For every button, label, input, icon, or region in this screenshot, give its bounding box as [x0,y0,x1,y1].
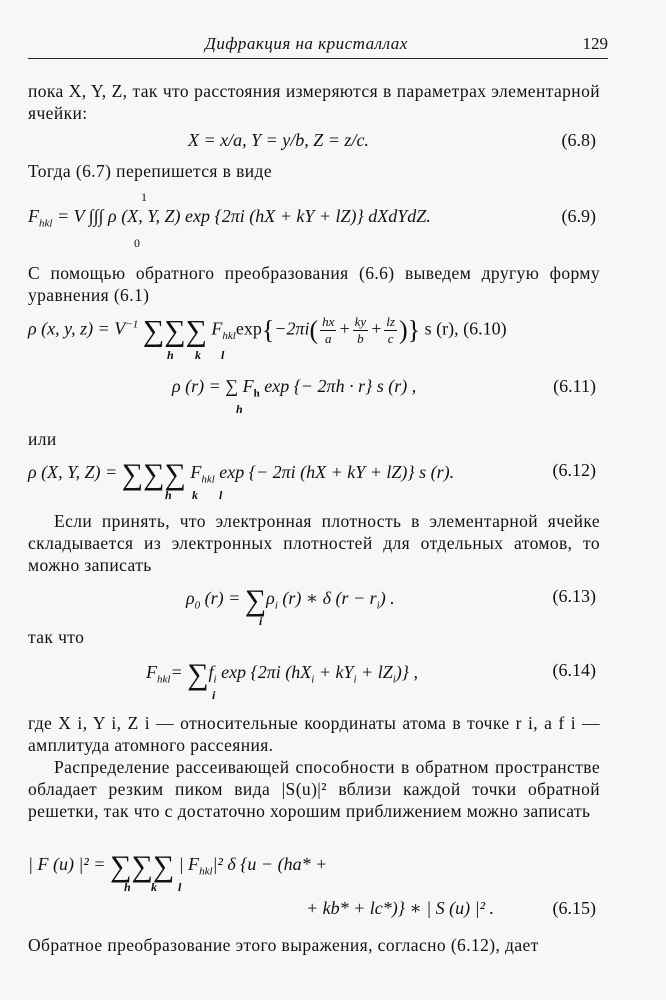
equation-number: (6.15) [552,898,596,918]
i-subscript: i [353,673,357,686]
paragraph-8: Распределение рассеивающей способности в обратном пространстве обладает резким пиком вида |S(u)|² вблизи каждой точки обратной решетки, так что с достаточно хорошим приближением можно записать [28,757,600,821]
structure-factor: F [28,206,39,226]
paragraph-7: где X i, Y i, Z i — относительные координаты атома в точке r i, а f i — амплитуда атомного рассеяния. [28,713,600,755]
equation-6-12-body [28,460,454,490]
i-subscript: i [376,599,380,612]
sum-index-k: k [195,348,201,362]
page-number: 129 [582,34,608,53]
running-title: Дифракция на кристаллах [205,34,408,53]
structure-factor: F [190,462,202,482]
density-sum: ρ (r) = ∑ F [172,376,254,396]
equation-6-10-body: ρ (x, y, $z) = V^{-1}$ ∑∑∑ $F_{hkl}\exp\{-2\pi i$( $\frac{hx}{a}$ + $\frac{ky}{b}$ + $\frac{lz}{c}$ )} s (r), (6.10) [28,314,507,348]
sum-symbol-k: ∑ [131,850,153,883]
sum-symbol-l: ∑ [164,458,186,491]
paren-open: ( [309,315,319,345]
intensity-lhs: | F (u) |² = [28,854,106,874]
sum-index-l: l [178,880,182,894]
integral-upper-limit: 1 [141,190,147,204]
equation-number: (6.9) [561,206,596,226]
structure-factor: F [146,662,157,682]
paragraph-2: Тогда (6.7) перепишется в виде [28,161,272,181]
exp-end: )} , [395,662,418,682]
hkl-subscript: hkl [157,673,171,686]
structure-factor: F [211,318,223,339]
sum-symbol-h: ∑ [121,458,144,491]
equation-number: (6.11) [553,376,596,396]
i-subscript: i [213,673,217,686]
paragraph-1: пока X, Y, Z, так что расстояния измеряются в параметрах элементарной ячейки: [28,81,600,123]
equation-number: (6.8) [561,130,596,150]
expression-end: ) . [379,588,395,608]
delta-expression: |² δ {u − (ha* + [212,854,328,874]
exp-part-z: + lZ [361,662,393,682]
sum-index-i: i [259,614,263,628]
integral-expression: = V ∫∫∫ ρ (X, Y, Z) exp {2πi (hX + kY + lZ)} dXdYdZ. [56,206,431,226]
equation-number: (6.14) [552,660,596,680]
sum-symbol-i: ∑ [244,584,267,617]
sum-symbol-l: ∑ [152,850,175,883]
brace-close: } [407,315,421,345]
exp-function: exp [235,318,262,339]
running-header [28,28,608,59]
equation-6-13-body [186,586,395,616]
equation-6-11-body [172,376,416,400]
exp-expression: exp {− 2πh · r} s (r) , [264,376,417,396]
convolution-expression: (r) ∗ δ (r − r [282,588,377,608]
brace-open: { [261,315,275,345]
equation-6-15-body-1 [28,852,327,882]
exp-expression: exp {− 2πi (hX + kY + lZ)} s (r). [219,462,455,482]
integral-lower-limit: 0 [134,236,140,250]
paragraph-3: С помощью обратного преобразования (6.6) выведем другую форму уравнения (6.1) [28,263,600,305]
sum-symbol-k: ∑ [164,314,186,348]
equation-6-9 [28,190,600,252]
rho-zero: ρ [186,588,195,608]
equation-number: (6.13) [552,586,596,606]
equation-6-11 [28,368,600,418]
inverse-exponent: −1 [125,318,139,331]
equation-6-13 [28,580,600,630]
zero-subscript: 0 [194,599,201,612]
sum-index-l: l [219,488,223,502]
equals-sign: = [170,662,183,682]
sum-symbol-l: ∑ [185,314,207,348]
density-lhs: ρ (x, y, z) = V [28,318,126,339]
atomic-factor: f [208,662,214,682]
rho-argument: (r) = [204,588,241,608]
sum-index-i: i [212,688,216,702]
paragraph-9: Обратное преобразование этого выражения, согласно (6.12), дает [28,935,539,955]
fraction-ky-b: $\frac{ky}{b}$ [354,314,367,346]
sum-symbol-h: ∑ [109,850,132,883]
equation-6-15-line-2 [28,894,600,934]
paren-close: ) [398,315,408,345]
equation-6-14-body [146,660,418,690]
sum-index-h: h [236,402,243,416]
sum-index-h: h [165,488,172,502]
h-subscript: h [253,387,260,400]
exp-part-x: exp {2πi (hX [221,662,312,682]
equation-6-15-body-2: + kb* + lc*)} ∗ | S (u) |² . [306,898,494,918]
sum-symbol-h: ∑ [142,314,165,348]
i-subscript: i [311,673,315,686]
rho-i: ρ [266,588,275,608]
structure-factor-modulus: | F [178,854,200,874]
hkl-subscript: hkl [201,473,215,486]
equation-6-9-body [28,206,431,230]
hkl-subscript: hkl [39,217,53,230]
sum-index-k: k [151,880,157,894]
equation-6-8-body: X = x/a, Y = y/b, Z = z/c. [188,130,369,150]
i-subscript: i [392,673,396,686]
sum-symbol-k: ∑ [143,458,165,491]
exp-part-y: + kY [318,662,354,682]
equation-6-14 [28,654,600,704]
sum-index-l: l [221,348,225,362]
equation-6-12 [28,454,600,504]
sum-symbol-i: ∑ [187,658,209,691]
sum-index-h: h [167,348,174,362]
shape-function-and-number: s (r), (6.10) [424,318,507,339]
i-subscript: i [274,599,278,612]
hkl-subscript: hkl [199,865,213,878]
fraction-lz-c: $\frac{lz}{c}$ [386,314,395,346]
sum-index-k: k [192,488,198,502]
fraction-hx-a: $\frac{hx}{a}$ [322,314,335,346]
paragraph-4: или [28,429,57,449]
hkl-subscript: hkl [222,330,236,343]
density-lhs: ρ (X, Y, Z) = [28,462,118,482]
equation-6-15-line-1 [28,846,600,894]
exponent-factor: −2πi [274,318,310,339]
paragraph-6: так что [28,627,85,647]
paragraph-5: Если принять, что электронная плотность в элементарной ячейке складывается из электронных плотностей для отдельных атомов, то можно записать [28,511,600,575]
equation-6-10 [28,306,600,364]
sum-index-h: h [124,880,131,894]
equation-number: (6.12) [552,460,596,480]
